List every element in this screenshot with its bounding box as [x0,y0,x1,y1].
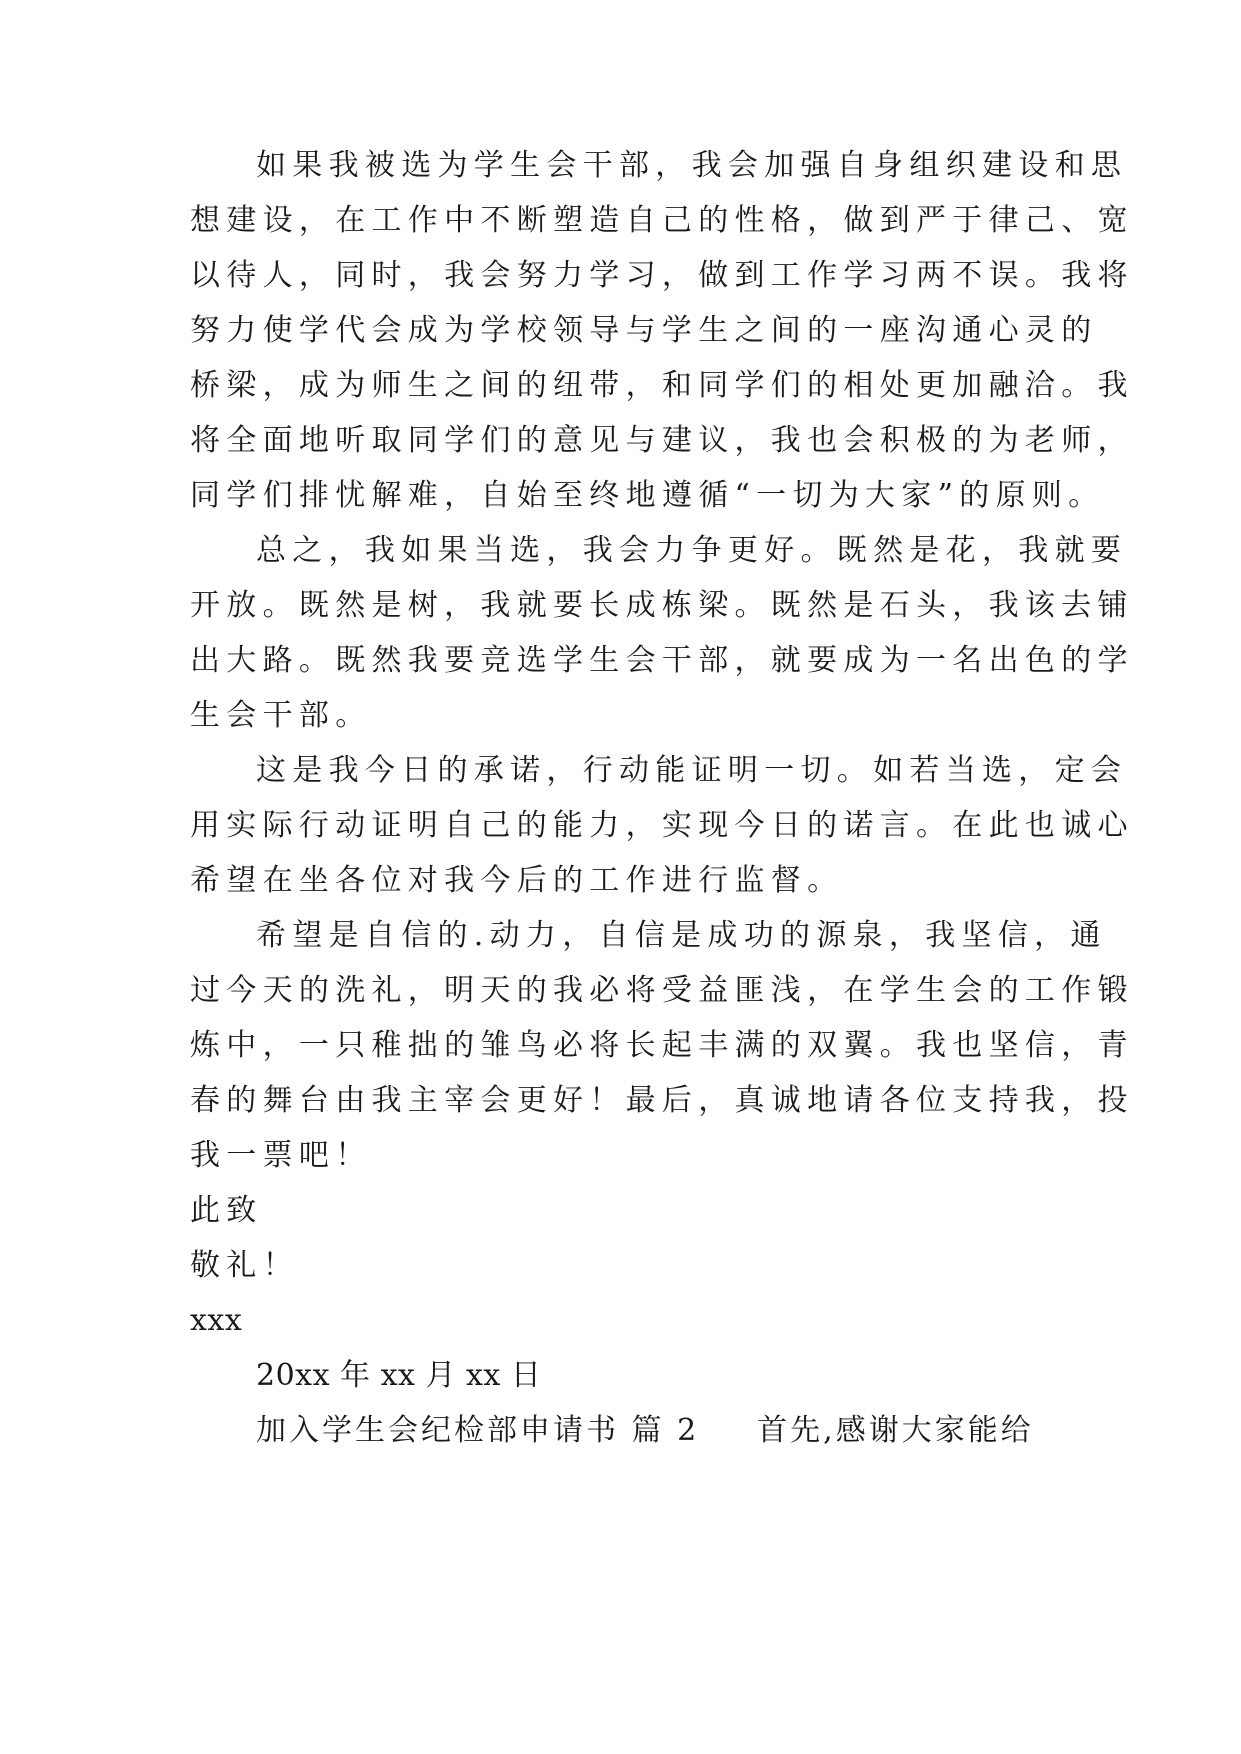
paragraph-2-line-1: 总之，我如果当选，我会力争更好。既然是花，我就要 [256,533,1128,568]
paragraph-1-line-7: 同学们排忧解难，自始至终地遵循“一切为大家”的原则。 [190,478,1105,513]
closing-greeting: 此致 [190,1193,263,1228]
paragraph-3-line-1: 这是我今日的承诺，行动能证明一切。如若当选，定会 [256,753,1128,788]
closing-salute: 敬礼！ [190,1248,299,1283]
paragraph-4-line-2: 过今天的洗礼，明天的我必将受益匪浅，在学生会的工作锻 [190,973,1134,1008]
paragraph-4-line-1: 希望是自信的.动力，自信是成功的源泉，我坚信，通 [256,918,1107,953]
paragraph-2-line-4: 生会干部。 [190,698,372,733]
paragraph-1-line-6: 将全面地听取同学们的意见与建议，我也会积极的为老师， [190,423,1134,458]
paragraph-2-line-3: 出大路。既然我要竞选学生会干部，就要成为一名出色的学 [190,643,1134,678]
next-section-heading: 加入学生会纪检部申请书 篇 2 [256,1413,700,1448]
signature-date: 20xx 年 xx 月 xx 日 [256,1358,542,1393]
next-section-opening: 首先,感谢大家能给 [757,1413,1034,1448]
paragraph-3-line-3: 希望在坐各位对我今后的工作进行监督。 [190,863,844,898]
paragraph-1-line-1: 如果我被选为学生会干部，我会加强自身组织建设和思 [256,148,1128,183]
next-section-line [256,1411,1136,1451]
paragraph-1-line-5: 桥梁，成为师生之间的纽带，和同学们的相处更加融洽。我 [190,368,1134,403]
signature-name: xxx [190,1303,243,1338]
paragraph-4-line-4: 春的舞台由我主宰会更好！最后，真诚地请各位支持我，投 [190,1083,1134,1118]
paragraph-2-line-2: 开放。既然是树，我就要长成栋梁。既然是石头，我该去铺 [190,588,1134,623]
paragraph-1-line-4: 努力使学代会成为学校领导与学生之间的一座沟通心灵的 [190,313,1098,348]
paragraph-4-line-3: 炼中，一只稚拙的雏鸟必将长起丰满的双翼。我也坚信，青 [190,1028,1134,1063]
paragraph-4-line-5: 我一票吧！ [190,1138,372,1173]
paragraph-3-line-2: 用实际行动证明自己的能力，实现今日的诺言。在此也诚心 [190,808,1134,843]
paragraph-1-line-3: 以待人，同时，我会努力学习，做到工作学习两不误。我将 [190,258,1134,293]
paragraph-1-line-2: 想建设，在工作中不断塑造自己的性格，做到严于律己、宽 [190,203,1134,238]
